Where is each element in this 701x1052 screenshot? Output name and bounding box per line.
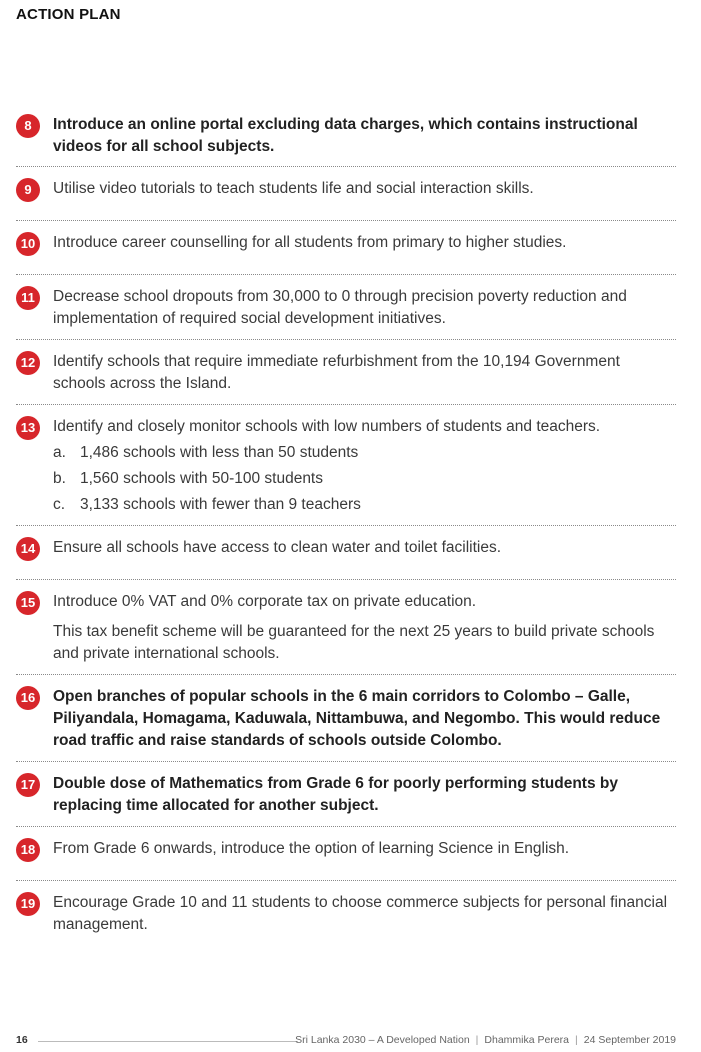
item-number-badge: 13 xyxy=(16,416,40,440)
action-item-9 xyxy=(16,178,676,221)
sub-item xyxy=(53,442,676,464)
action-item-10 xyxy=(16,232,676,275)
page-heading: ACTION PLAN xyxy=(16,6,121,23)
item-text: Decrease school dropouts from 30,000 to 0 through precision poverty reduction and implementation of required social development initiatives. xyxy=(53,288,627,327)
action-item-18 xyxy=(16,838,676,881)
item-text: Identify schools that require immediate refurbishment from the 10,194 Government schools across the Island. xyxy=(53,353,620,392)
publication-date: 24 September 2019 xyxy=(583,1034,676,1046)
item-number-badge: 19 xyxy=(16,892,40,916)
item-text: Introduce career counselling for all students from primary to higher studies. xyxy=(53,234,567,251)
action-item-15 xyxy=(16,591,676,675)
page-number: 16 xyxy=(16,1034,28,1046)
action-item-16 xyxy=(16,686,676,762)
action-item-13 xyxy=(16,416,676,526)
item-number-badge: 16 xyxy=(16,686,40,710)
item-body xyxy=(53,591,676,665)
item-text-secondary: This tax benefit scheme will be guaranteed for the next 25 years to build private schools and private international schools. xyxy=(53,623,655,662)
item-number-badge: 9 xyxy=(16,178,40,202)
author-name: Dhammika Perera xyxy=(484,1034,570,1046)
sub-item-text: 1,560 schools with 50-100 students xyxy=(80,470,323,487)
footer-separator: | xyxy=(475,1034,479,1046)
item-text: Double dose of Mathematics from Grade 6 for poorly performing students by replacing time allocated for another subject. xyxy=(53,775,618,814)
page-footer xyxy=(16,1034,676,1050)
action-item-14 xyxy=(16,537,676,580)
item-number-badge: 8 xyxy=(16,114,40,138)
item-text: Utilise video tutorials to teach students life and social interaction skills. xyxy=(53,180,534,197)
item-text: Ensure all schools have access to clean water and toilet facilities. xyxy=(53,539,502,556)
sub-item-text: 3,133 schools with fewer than 9 teachers xyxy=(80,496,361,513)
item-text: Introduce an online portal excluding data charges, which contains instructional videos for all school subjects. xyxy=(53,116,638,155)
footer-meta xyxy=(295,1034,676,1046)
item-number-badge: 12 xyxy=(16,351,40,375)
footer-separator: | xyxy=(575,1034,578,1046)
footer-rule xyxy=(38,1041,298,1042)
sub-item-letter: b. xyxy=(53,470,66,487)
sub-item xyxy=(53,494,676,516)
publication-title: Sri Lanka 2030 – A Developed Nation xyxy=(295,1034,470,1046)
action-item-19 xyxy=(16,892,676,940)
item-number-badge: 18 xyxy=(16,838,40,862)
sub-item-letter: c. xyxy=(53,496,66,513)
item-number-badge: 15 xyxy=(16,591,40,615)
sub-item xyxy=(53,468,676,490)
item-number-badge: 14 xyxy=(16,537,40,561)
item-number-badge: 11 xyxy=(16,286,40,310)
sub-item-text: 1,486 schools with less than 50 students xyxy=(80,444,359,461)
action-item-17 xyxy=(16,773,676,827)
item-number-badge: 10 xyxy=(16,232,40,256)
action-item-8 xyxy=(16,114,676,167)
action-item-12 xyxy=(16,351,676,405)
item-text: Open branches of popular schools in the 6 main corridors to Colombo – Galle, Piliyandala, Homagama, Kaduwala, Nittambuwa, and Negombo. This would reduce road traffic and raise standards of schools outside Colombo. xyxy=(53,688,661,749)
item-text: Introduce 0% VAT and 0% corporate tax on private education. xyxy=(53,593,477,610)
item-number-badge: 17 xyxy=(16,773,40,797)
item-text: Encourage Grade 10 and 11 students to choose commerce subjects for personal financial management. xyxy=(53,894,668,933)
sub-item-letter: a. xyxy=(53,444,66,461)
item-text: From Grade 6 onwards, introduce the option of learning Science in English. xyxy=(53,840,570,857)
item-text: Identify and closely monitor schools with low numbers of students and teachers. xyxy=(53,418,601,435)
item-body xyxy=(53,416,676,516)
action-item-11 xyxy=(16,286,676,340)
